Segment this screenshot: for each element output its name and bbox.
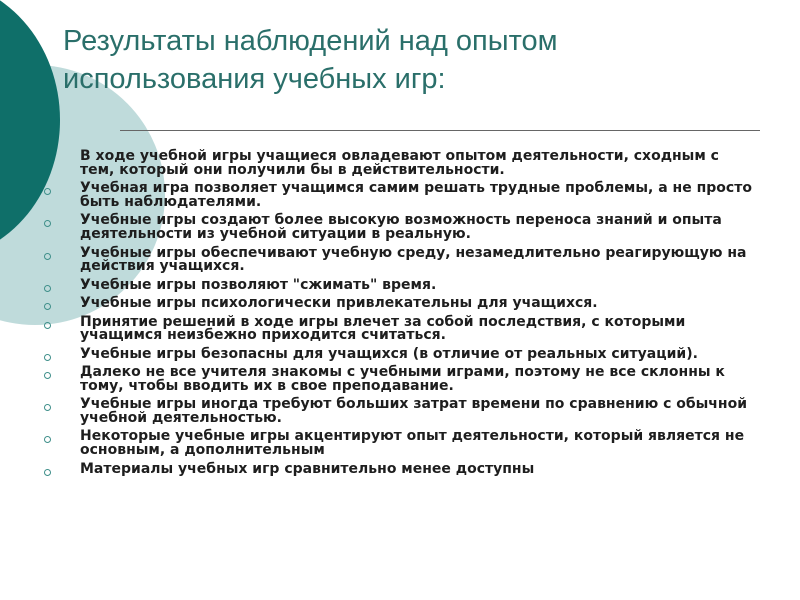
slide-title-line-2: использования учебных игр: (63, 63, 446, 95)
list-item (0, 214, 800, 242)
list-item-text: Некоторые учебные игры акцентируют опыт деятельности, который является не основным, а дополнительным (80, 428, 745, 459)
circle-bullet-icon (44, 404, 51, 411)
slide-title-line-1: Результаты наблюдений над опытом (63, 25, 558, 57)
circle-bullet-icon (44, 285, 51, 292)
list-item (0, 430, 800, 458)
list-item-text: Учебные игры психологически привлекательны для учащихся. (80, 295, 598, 312)
list-item-text: Учебные игры позволяют "сжимать" время. (80, 276, 437, 293)
bullet-list (0, 150, 800, 476)
circle-bullet-icon (44, 469, 51, 476)
circle-bullet-icon (44, 253, 51, 260)
list-item-text: Материалы учебных игр сравнительно менее доступны (80, 460, 535, 477)
list-item-text: Учебная игра позволяет учащимся самим решать трудные проблемы, а не просто быть наблюдателями. (80, 180, 752, 210)
circle-bullet-icon (44, 322, 51, 329)
list-item (0, 244, 800, 275)
list-item (0, 182, 800, 210)
circle-bullet-icon (44, 354, 51, 361)
slide-title (63, 22, 763, 98)
title-divider (120, 130, 760, 131)
circle-bullet-icon (44, 220, 51, 227)
list-item (0, 366, 800, 394)
list-item (0, 345, 800, 362)
list-item-text: Далеко не все учителя знакомы с учебными играми, поэтому не все склонны к тому, чтобы вводить их в свое преподавание. (80, 364, 725, 394)
list-item-text: В ходе учебной игры учащиеся овладевают опытом деятельности, сходным с тем, который они получили бы в действительности. (80, 148, 719, 178)
list-item (0, 276, 800, 293)
list-item (0, 313, 800, 344)
circle-bullet-icon (44, 188, 51, 195)
list-item (0, 398, 800, 426)
list-item (0, 297, 800, 311)
list-item (0, 150, 800, 178)
list-item-text: Учебные игры иногда требуют больших затрат времени по сравнению с обычной учебной деятельностью. (80, 396, 748, 427)
circle-bullet-icon (44, 436, 51, 443)
slide-content (0, 150, 800, 481)
list-item-text: Учебные игры обеспечивают учебную среду, незамедлительно реагирующую на действия учащихся. (80, 244, 747, 275)
list-item-text: Учебные игры безопасны для учащихся (в отличие от реальных ситуаций). (80, 345, 698, 362)
circle-bullet-icon (44, 303, 51, 310)
list-item-text: Учебные игры создают более высокую возможность переноса знаний и опыта деятельности из учебной ситуации в реальную. (80, 212, 722, 243)
list-item-text: Принятие решений в ходе игры влечет за собой последствия, с которыми учащимся неизбежно приходится считаться. (80, 313, 686, 344)
list-item (0, 460, 800, 477)
circle-bullet-icon (44, 372, 51, 379)
